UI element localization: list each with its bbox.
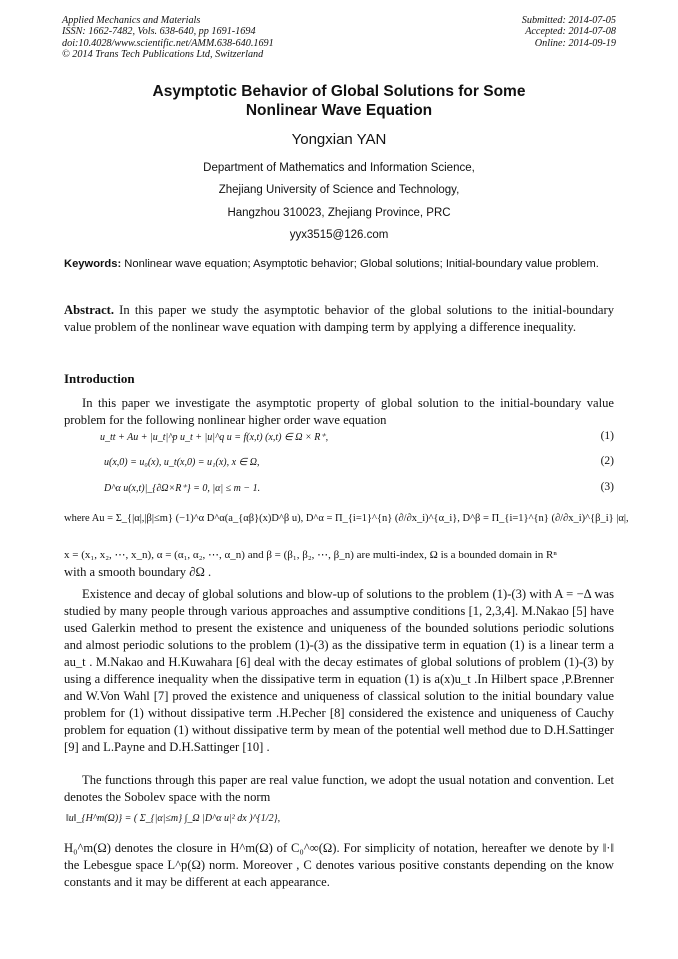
equation-2-number: (2) — [600, 455, 614, 467]
affiliation-univ: Zhejiang University of Science and Technology, — [218, 184, 460, 197]
keywords-text: Nonlinear wave equation; Asymptotic behavior; Global solutions; Initial-boundary value problem. — [121, 258, 599, 270]
smooth-boundary-line: with a smooth boundary ∂Ω . — [64, 565, 212, 579]
sobolev-norm-equation: ‖u‖_{H^m(Ω)} = ( Σ_{|α|≤m} ∫_Ω |D^α u|² dx )^{1/2}, — [66, 813, 281, 824]
equation-2: u(x,0) = u₀(x), u_t(x,0) = u₁(x), x ∈ Ω, — [104, 457, 260, 468]
intro-paragraph-1: In this paper we investigate the asymptotic property of global solution to the initial-boundary value problem for the following nonlinear higher order wave equation — [64, 396, 614, 427]
title-line-2: Nonlinear Wave Equation — [245, 102, 433, 119]
intro-paragraph-2: Existence and decay of global solutions and blow-up of solutions to the problem (1)-(3) with A = −Δ was studied by many people through various approaches and assumptive conditions [1, 2,3,4]. M.Nakao [5] have used Galerkin method to present the existence and uniqueness of the bounded solutions periodic solutions and almost periodic solutions to the problem (1)-(3) as the dissipative term in equation (1) is a linear term a au_t . M.Nakao and H.Kuwahara [6] deal with the decay estimates of global solutions of problem (1)-(3) by using a difference inequality when the dissipative term in equation (1) is a(x)u_t .In Hilbert space ,P.Brenner and W.Von Wahl [7] proved the existence and uniqueness of classical solution to the initial boundary value problem for (1) without dissipative term .H.Pecher [8] considered the existence and uniqueness of Cauchy problem for equation (1) without dissipative term by mean of the potential well method due to D.H.Sattinger [9] and L.Payne and D.H.Sattinger [10] . — [64, 587, 614, 754]
accepted-date: Accepted: 2014-07-08 — [525, 26, 616, 38]
title-line-1: Asymptotic Behavior of Global Solutions for Some — [152, 83, 526, 100]
where-definitions: where Au = Σ_{|α|,|β|≤m} (−1)^α D^α(a_{αβ}(x)D^β u), D^α = Π_{i=1}^{n} (∂/∂x_i)^{α_i}, D^β = Π_{i=1}^{n} (∂/∂x_i)^{β_i} |α|, — [64, 513, 629, 524]
issn-line: ISSN: 1662-7482, Vols. 638-640, pp 1691-1694 — [62, 26, 256, 38]
journal-name: Applied Mechanics and Materials — [62, 15, 201, 26]
dates-info — [522, 15, 616, 49]
section-heading: Introduction — [64, 371, 135, 386]
journal-info — [62, 15, 274, 61]
submitted-date: Submitted: 2014-07-05 — [521, 15, 616, 26]
abstract-label: Abstract. — [64, 303, 115, 317]
keywords — [64, 258, 616, 271]
online-date: Online: 2014-09-19 — [534, 37, 616, 49]
equation-1: u_tt + Au + |u_t|^p u_t + |u|^q u = f(x,t) (x,t) ∈ Ω × R⁺, — [100, 432, 329, 443]
affiliation-dept: Department of Mathematics and Information Science, — [203, 162, 475, 174]
multi-index-line: x = (x₁, x₂, ⋯, x_n), α = (α₁, α₂, ⋯, α_n) and β = (β₁, β₂, ⋯, β_n) are multi-index, Ω is a bounded domain in Rⁿ — [64, 549, 557, 561]
equation-1-number: (1) — [600, 430, 614, 442]
equation-3-number: (3) — [600, 481, 614, 493]
intro-paragraph-3: The functions through this paper are real value function, we adopt the usual notation and convention. Let denotes the Sobolev space with the norm — [64, 773, 614, 804]
intro-paragraph-4: H₀^m(Ω) denotes the closure in H^m(Ω) of C₀^∞(Ω). For simplicity of notation, hereafter we denote by ‖·‖ the Lebesgue space L^p(Ω) norm. Moreover , C denotes various positive constants depending on the know constants and it may be different at each appearance. — [64, 841, 614, 889]
doi-line: doi:10.4028/www.scientific.net/AMM.638-640.1691 — [62, 37, 274, 49]
keywords-label: Keywords: — [64, 258, 122, 270]
abstract — [64, 302, 614, 336]
author-email: yyx3515@126.com — [289, 228, 389, 241]
paper-title — [0, 82, 678, 120]
affiliation — [0, 157, 678, 246]
equation-3: D^α u(x,t)|_{∂Ω×R⁺} = 0, |α| ≤ m − 1. — [104, 483, 261, 494]
author-name: Yongxian YAN — [291, 131, 387, 148]
affiliation-city: Hangzhou 310023, Zhejiang Province, PRC — [227, 206, 451, 219]
copyright-line: © 2014 Trans Tech Publications Ltd, Switzerland — [62, 49, 264, 61]
abstract-text: In this paper we study the asymptotic behavior of the global solutions to the initial-boundary value problem of the nonlinear wave equation with damping term by applying a difference inequality. — [64, 303, 614, 334]
